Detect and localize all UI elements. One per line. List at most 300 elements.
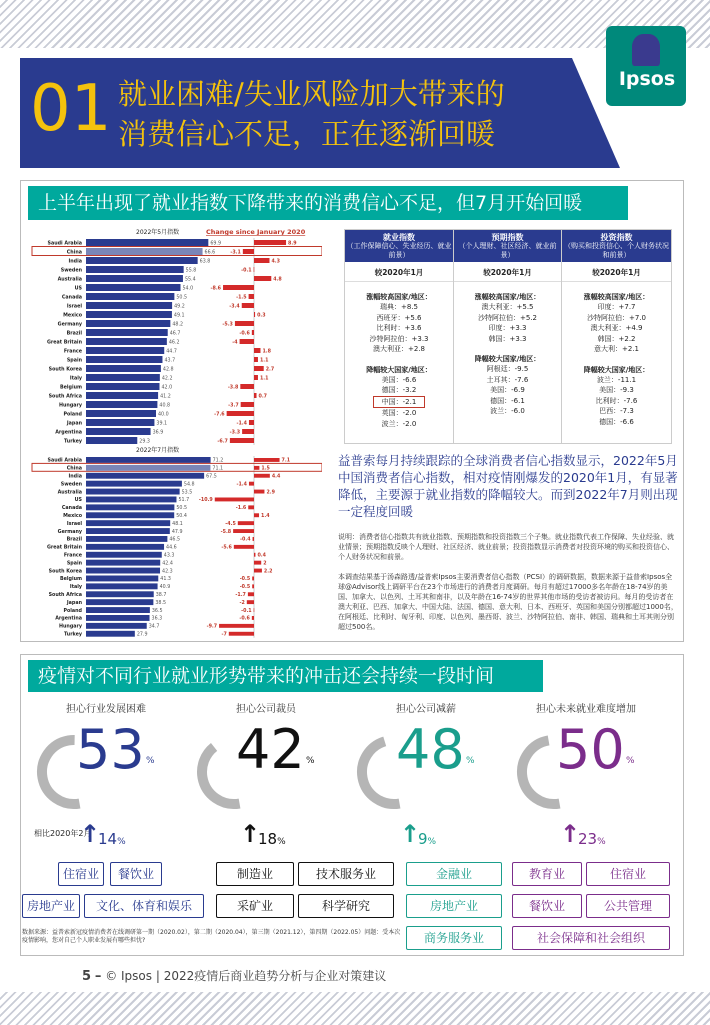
change-bar (254, 258, 269, 263)
stat-change (578, 830, 606, 848)
value-label: 42.3 (162, 569, 173, 575)
value-bar (86, 248, 203, 255)
chart-title: 2022年5月指数 (136, 229, 180, 236)
fall-item: 阿根廷：-9.5 (486, 365, 529, 373)
pillar-header (454, 230, 561, 262)
value-bar (86, 356, 162, 363)
change-bar (238, 521, 254, 525)
change-bar (242, 303, 254, 308)
fall-item: 土耳其：-7.6 (486, 375, 529, 384)
value-bar (86, 528, 170, 534)
value-bar (86, 504, 174, 510)
category-label: Italy (69, 585, 82, 591)
value-bar (86, 401, 157, 408)
fall-item: 德国：-6.6 (599, 417, 634, 426)
change-bar (235, 321, 254, 326)
category-label: South Korea (48, 367, 82, 373)
spacer (562, 355, 671, 363)
value-bar (86, 392, 158, 399)
change-bar (215, 498, 254, 502)
fall-item (345, 396, 453, 409)
stat-value: 42 (236, 718, 305, 781)
value-label: 67.5 (206, 474, 217, 480)
change-label: 4.8 (273, 277, 282, 283)
stat-percent-sign: % (466, 756, 475, 766)
value-label: 71.2 (212, 458, 224, 464)
value-bar (86, 520, 170, 526)
change-label: 1.1 (259, 358, 269, 364)
industry-tag: 采矿业 (216, 894, 294, 918)
category-label: US (74, 498, 82, 504)
change-bar (254, 466, 259, 470)
change-bar (223, 285, 254, 290)
value-bar (86, 512, 174, 518)
rise-item: 沙特阿拉伯：+5.2 (478, 313, 537, 322)
value-label: 50.5 (176, 295, 188, 301)
value-bar (86, 631, 135, 637)
footer (82, 967, 386, 984)
value-label: 46.7 (169, 331, 181, 337)
fall-item: 美国：-6.9 (490, 386, 525, 394)
category-label: Hungary (58, 403, 82, 409)
fall-item: 波兰：-6.0 (490, 407, 525, 415)
value-label: 43.7 (164, 358, 176, 364)
change-bar (249, 420, 254, 425)
compare-label: 相比2020年2月 (34, 829, 92, 838)
change-bar (233, 529, 254, 533)
rise-item: 沙特阿拉伯：+7.0 (587, 313, 646, 322)
value-bar (86, 497, 176, 503)
category-label: Japan (66, 600, 82, 606)
change-bar (242, 429, 254, 434)
value-label: 54.8 (183, 482, 195, 488)
category-label: South Korea (48, 569, 82, 575)
industry-tag: 住宿业 (58, 862, 104, 886)
value-label: 54.0 (182, 286, 194, 292)
category-label: France (63, 553, 82, 559)
change-bar (254, 276, 271, 281)
value-label: 27.9 (136, 632, 148, 638)
fall-item: 波兰：-11.1 (596, 375, 637, 384)
pillar-subtitle: （个人理财、社区经济、就业前景） (458, 242, 557, 259)
change-label: -0.6 (239, 616, 250, 622)
value-label: 36.9 (152, 430, 164, 436)
change-label: -3.4 (229, 304, 240, 310)
up-arrow-icon: ↑ (80, 820, 101, 848)
change-bar (227, 411, 254, 416)
value-label: 44.7 (166, 349, 177, 355)
change-label: -1.5 (236, 295, 247, 301)
value-bar (86, 473, 204, 479)
value-label: 69.9 (210, 241, 222, 247)
rise-item: 澳大利亚：+2.8 (373, 345, 425, 353)
value-label: 50.5 (176, 506, 188, 512)
value-bar (86, 302, 172, 309)
value-bar (86, 583, 158, 589)
category-label: Israel (66, 521, 82, 527)
category-label: Canada (61, 506, 82, 512)
stat-value: 53 (76, 718, 145, 781)
pillar-title: 投资指数 (600, 233, 633, 242)
category-label: Canada (61, 295, 82, 301)
top-stripe-band (0, 0, 710, 48)
change-bar (252, 584, 254, 588)
value-bar (86, 465, 210, 471)
change-label: -0.6 (239, 331, 250, 337)
value-bar (86, 329, 168, 336)
value-bar (86, 536, 167, 542)
up-arrow-icon: ↑ (400, 820, 421, 848)
change-bar (240, 339, 254, 344)
spacer (345, 355, 453, 363)
industry-tag: 公共管理 (586, 894, 670, 918)
value-bar (86, 599, 153, 605)
change-unit: % (117, 837, 126, 847)
change-value: 14 (98, 830, 118, 848)
category-label: Turkey (64, 632, 82, 638)
category-label: Australia (57, 277, 82, 283)
change-bar (254, 375, 258, 380)
fall-item: 美国：-9.3 (599, 386, 634, 394)
value-bar (86, 275, 183, 282)
value-label: 53.5 (181, 490, 193, 496)
change-bar (254, 569, 262, 573)
rise-item: 澳大利亚：+4.9 (590, 324, 643, 332)
change-label: -8.6 (210, 286, 222, 292)
summary-text: 益普索每月持续跟踪的全球消费者信心指数显示，2022年5月中国消费者信心指数，相对疫情刚爆发的2020年1月，有显著降低，主要源于就业指数的降幅较大。而到2022年7月则出现一定程度回暖 (338, 453, 678, 519)
change-value: 18 (258, 830, 278, 848)
pillar-column (345, 230, 453, 443)
change-bar (254, 348, 260, 353)
value-label: 34.7 (148, 624, 160, 630)
value-label: 44.6 (166, 545, 177, 551)
change-label: -1.4 (236, 421, 247, 427)
category-label: Great Britain (46, 545, 82, 551)
pillar-title: 预期指数 (491, 233, 524, 242)
value-label: 49.1 (173, 313, 185, 319)
category-label: Japan (66, 421, 82, 427)
value-bar (86, 293, 174, 300)
change-bar (234, 545, 254, 549)
change-label: -5.3 (222, 322, 233, 328)
pillar-base: 较2020年1月 (454, 267, 561, 282)
category-label: Argentina (55, 430, 82, 436)
industry-tag: 餐饮业 (512, 894, 582, 918)
change-label: -3.1 (230, 250, 241, 256)
stat-percent-sign: % (626, 756, 635, 766)
rise-item: 韩国：+2.2 (597, 334, 636, 343)
rise-item: 比利时：+3.6 (376, 324, 422, 332)
value-label: 29.3 (139, 439, 150, 445)
pillar-subtitle: （购买和投资信心、个人财务状况和前景） (564, 242, 669, 259)
value-label: 36.5 (151, 608, 163, 614)
value-label: 39.1 (156, 421, 168, 427)
industry-tag: 商务服务业 (406, 926, 502, 950)
change-bar (249, 294, 254, 299)
stat-value: 48 (396, 718, 465, 781)
spacer (454, 344, 561, 352)
value-label: 42.2 (161, 376, 173, 382)
change-value: 9 (418, 830, 428, 848)
stat-label: 担心公司裁员 (236, 704, 296, 715)
category-label: Sweden (60, 482, 82, 488)
change-label: -1.4 (236, 482, 247, 488)
change-label: 2.9 (266, 490, 275, 496)
change-label: 4.4 (271, 474, 281, 480)
value-label: 49.2 (174, 304, 185, 310)
change-bar (230, 438, 254, 443)
change-bar (248, 592, 254, 596)
rise-item: 沙特阿拉伯：+3.3 (369, 334, 429, 343)
value-bar (86, 437, 137, 444)
change-label: 0.4 (257, 553, 266, 559)
industry-tag: 文化、体育和娱乐 (84, 894, 204, 918)
value-label: 38.5 (155, 600, 167, 606)
change-label: -0.5 (239, 577, 251, 583)
rise-heading: 涨幅较高国家/地区： (366, 293, 432, 301)
value-bar (86, 311, 172, 318)
change-label: 4.3 (271, 259, 280, 265)
value-label: 50.4 (176, 513, 187, 519)
change-bar (254, 357, 258, 362)
change-value: 23 (578, 830, 598, 848)
change-label: -0.5 (239, 585, 251, 591)
value-label: 38.7 (155, 592, 167, 598)
logo-head-icon (632, 34, 660, 66)
section2-title: 疫情对不同行业就业形势带来的冲击还会持续一段时间 (28, 660, 543, 692)
rise-item: 韩国：+3.3 (488, 334, 527, 343)
pillar-base: 较2020年1月 (345, 267, 453, 282)
industry-tag: 教育业 (512, 862, 582, 886)
stat-percent-sign: % (146, 756, 155, 766)
stat-change (98, 830, 126, 848)
value-label: 40.0 (158, 412, 169, 418)
value-bar (86, 347, 164, 354)
category-label: Spain (66, 561, 82, 567)
change-bar (249, 482, 254, 486)
change-bar (254, 608, 255, 612)
change-label: -4.5 (225, 521, 236, 527)
change-bar (254, 312, 255, 317)
industry-tag: 社会保障和社会组织 (512, 926, 670, 950)
change-label: 7.1 (281, 458, 291, 464)
value-label: 41.2 (160, 394, 171, 400)
change-label: -0.4 (240, 537, 251, 543)
rise-heading: 涨幅较高国家/地区： (474, 293, 541, 301)
value-label: 40.8 (159, 403, 171, 409)
rise-item: 印度：+7.7 (597, 303, 636, 311)
value-bar (86, 374, 160, 381)
value-bar (86, 568, 160, 574)
up-arrow-icon: ↑ (240, 820, 261, 848)
change-label: -10.9 (198, 498, 213, 504)
change-bar (252, 577, 254, 581)
page-number: 5 (82, 969, 92, 984)
value-bar (86, 419, 154, 426)
value-bar (86, 383, 160, 390)
change-label: -6.7 (217, 439, 228, 445)
footer-dash: – (94, 969, 102, 984)
rise-item: 印度：+3.3 (488, 324, 527, 332)
category-label: Germany (57, 322, 82, 328)
rise-item: 澳大利亚：+5.5 (481, 303, 534, 311)
industry-tag: 技术服务业 (298, 862, 394, 886)
chart-title: 2022年7月指数 (136, 447, 180, 454)
change-bar (243, 249, 254, 254)
pillar-header (562, 230, 671, 262)
category-label: India (68, 474, 82, 480)
stat-change (418, 830, 436, 848)
category-label: Poland (63, 608, 82, 614)
change-label: -9.7 (206, 624, 218, 630)
category-label: Mexico (63, 313, 82, 319)
change-bar (252, 330, 254, 335)
change-bar (254, 490, 264, 494)
change-bar (247, 600, 254, 604)
change-label: 2.2 (263, 569, 273, 575)
value-bar (86, 365, 161, 372)
change-bar (229, 632, 254, 636)
category-label: Sweden (60, 268, 82, 274)
pillar-title: 就业指数 (383, 233, 415, 242)
change-label: 0.7 (258, 394, 268, 400)
pillar-subtitle: （工作保障信心、失业经历、就业前景） (346, 242, 452, 259)
change-bar (219, 624, 254, 628)
change-label: -5.8 (220, 529, 232, 535)
category-label: Australia (57, 490, 82, 496)
fall-item: 英国：-2.0 (381, 409, 417, 417)
value-bar (86, 560, 160, 566)
industry-tag: 房地产业 (406, 894, 502, 918)
change-bar (248, 505, 254, 509)
fall-item: 比利时：-7.6 (595, 396, 638, 405)
fall-heading: 降幅较大国家/地区： (583, 365, 650, 374)
change-bar (253, 537, 254, 541)
change-label: 1.8 (262, 349, 271, 355)
value-bar (86, 576, 158, 582)
change-label: -1.7 (235, 592, 246, 598)
industry-tag: 住宿业 (586, 862, 670, 886)
change-label: 2 (263, 561, 267, 567)
change-unit: % (277, 837, 286, 847)
footer-text: © Ipsos | 2022疫情后商业趋势分析与企业对策建议 (105, 969, 387, 983)
value-label: 42.8 (162, 367, 174, 373)
change-bar (240, 384, 254, 389)
change-bar (254, 561, 261, 565)
category-label: South Africa (48, 592, 82, 598)
fall-item: 巴西：-7.3 (599, 407, 634, 415)
rise-heading: 涨幅较高国家/地区： (583, 293, 650, 301)
value-bar (86, 623, 147, 629)
category-label: Great Britain (46, 340, 82, 346)
stat-change (258, 830, 286, 848)
stat-label: 担心未来就业难度增加 (536, 704, 636, 715)
value-label: 66.6 (204, 250, 216, 256)
value-label: 40.9 (159, 585, 171, 591)
value-bar (86, 257, 198, 264)
stat-label: 担心公司减薪 (396, 704, 456, 715)
section-number: 01 (30, 72, 112, 146)
change-bar (254, 366, 264, 371)
value-label: 55.8 (185, 268, 197, 274)
index-note: 说明：消费者信心指数共有就业指数、预期指数和投资指数三个子集。就业指数代表工作保障、失业经验、就业情景；预期指数反映个人理财、社区经济、就业前景；投资指数显示消费者对投资环境的购买和投资信心、个人财务状况和前景。 (338, 533, 674, 561)
change-label: 1.5 (261, 466, 270, 472)
logo-text: Ipsos (618, 68, 676, 90)
change-label: -3.7 (228, 403, 239, 409)
value-label: 46.2 (168, 340, 180, 346)
value-bar (86, 320, 170, 327)
value-label: 47.9 (171, 529, 183, 535)
stat-label: 担心行业发展困难 (66, 704, 146, 715)
change-bar (241, 402, 254, 407)
rise-item: 瑞典：+8.5 (380, 303, 418, 311)
value-label: 51.7 (178, 498, 190, 504)
bottom-stripe-band (0, 992, 710, 1025)
value-label: 48.2 (172, 322, 184, 328)
value-label: 42.4 (162, 561, 173, 567)
industry-tag: 餐饮业 (110, 862, 162, 886)
change-bar (254, 474, 270, 478)
stat-value: 50 (556, 718, 625, 781)
change-label: -4 (232, 340, 238, 346)
change-label: 8.9 (288, 241, 297, 247)
pillar-base: 较2020年1月 (562, 267, 671, 282)
industry-tag: 金融业 (406, 862, 502, 886)
value-label: 41.3 (160, 577, 171, 583)
category-label: Argentina (55, 616, 82, 622)
fall-item: 美国：-6.6 (381, 375, 417, 384)
change-label: -0.1 (241, 608, 252, 614)
category-label: Saudi Arabia (47, 458, 82, 464)
pillar-column (453, 230, 561, 443)
change-bar (254, 393, 257, 398)
source-note: 数据来源：益普索新冠疫情消费者在线调研第一期（2020.02），第二期（2020.04），第三期（2021.12），第四期（2022.05）问题：受本次疫情影响，您对自己个人职业发展有哪些担忧? (22, 929, 401, 944)
china-highlight-item: 中国：-2.1 (373, 396, 426, 409)
change-label: 0.3 (257, 313, 266, 319)
value-label: 55.4 (184, 277, 196, 283)
stat-percent-sign: % (306, 756, 315, 766)
change-bar (254, 553, 255, 557)
value-label: 71.1 (212, 466, 224, 472)
change-bar (254, 458, 280, 462)
change-label: -3.3 (229, 430, 241, 436)
pillar-column (561, 230, 671, 443)
change-unit: % (597, 837, 606, 847)
value-bar (86, 615, 150, 621)
category-label: Poland (63, 412, 82, 418)
fall-item: 波兰：-2.0 (381, 419, 417, 428)
change-bar (254, 240, 286, 245)
value-bar (86, 428, 151, 435)
pillar-header (345, 230, 453, 262)
change-bar (252, 616, 254, 620)
rise-item: 西班牙：+5.6 (376, 313, 422, 322)
category-label: Hungary (58, 624, 82, 630)
page-title (118, 74, 505, 154)
value-bar (86, 338, 167, 345)
fall-heading: 降幅较大国家/地区： (366, 365, 432, 374)
category-label: Brazil (66, 331, 82, 337)
fall-heading: 降幅较大国家/地区： (474, 355, 541, 363)
up-arrow-icon: ↑ (560, 820, 581, 848)
category-label: Spain (66, 358, 82, 364)
category-label: Belgium (59, 577, 82, 583)
category-label: France (63, 349, 82, 355)
change-label: -7.6 (214, 412, 225, 418)
value-bar (86, 489, 180, 495)
category-label: India (68, 259, 82, 265)
value-label: 42.0 (161, 385, 173, 391)
